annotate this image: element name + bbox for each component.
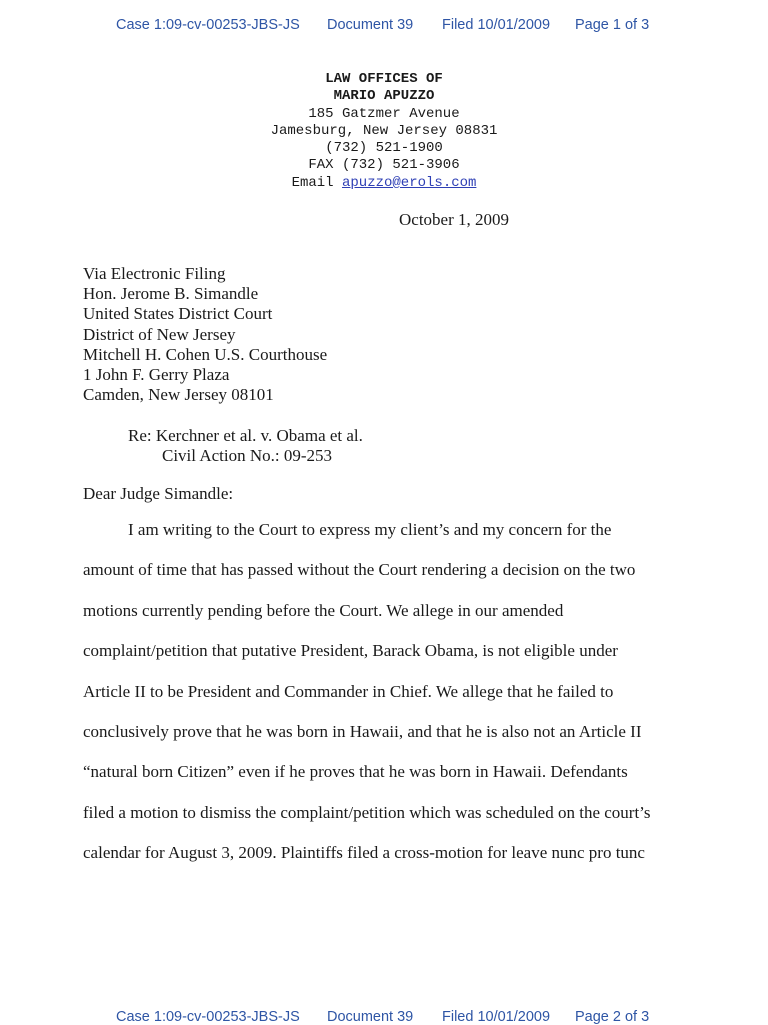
letter-body <box>83 519 651 883</box>
body-line: calendar for August 3, 2009. Plaintiffs filed a cross-motion for leave nunc pro tunc <box>83 843 645 863</box>
re-line: Re: Kerchner et al. v. Obama et al. <box>128 426 363 445</box>
recipient-line: 1 John F. Gerry Plaza <box>83 365 230 385</box>
letter-date: October 1, 2009 <box>399 210 510 229</box>
letterhead-city: Jamesburg, New Jersey 08831 <box>270 122 498 139</box>
body-line: motions currently pending before the Court. We allege in our amended <box>83 600 564 620</box>
body-line: amount of time that has passed without the Court rendering a decision on the two <box>83 560 636 580</box>
case-number: Case 1:09-cv-00253-JBS-JS <box>116 1009 300 1025</box>
body-line: I am writing to the Court to express my client’s and my concern for the <box>128 520 612 539</box>
re-block <box>128 426 363 466</box>
filed-date: Filed 10/01/2009 <box>442 17 551 33</box>
body-line: Article II to be President and Commander in Chief. We allege that he failed to <box>83 681 614 701</box>
body-line: conclusively prove that he was born in Hawaii, and that he is also not an Article II <box>83 721 642 741</box>
letterhead <box>0 71 768 192</box>
letterhead-phone: (732) 521-1900 <box>325 140 443 157</box>
document-number: Document 39 <box>327 1009 414 1025</box>
salutation: Dear Judge Simandle: <box>83 484 234 503</box>
recipient-line: District of New Jersey <box>83 324 236 344</box>
document-number: Document 39 <box>327 17 414 33</box>
page-number: Page 2 of 3 <box>575 1009 650 1025</box>
recipient-line: Mitchell H. Cohen U.S. Courthouse <box>83 344 328 364</box>
page-number: Page 1 of 3 <box>575 17 650 33</box>
recipient-line: United States District Court <box>83 304 273 324</box>
recipient-line: Via Electronic Filing <box>83 264 226 283</box>
filed-date: Filed 10/01/2009 <box>442 1009 551 1025</box>
letterhead-firm-line1: LAW OFFICES OF <box>325 71 443 87</box>
letterhead-email-line <box>0 175 768 192</box>
civil-action-line: Civil Action No.: 09-253 <box>162 446 332 465</box>
recipient-line: Hon. Jerome B. Simandle <box>83 284 259 304</box>
recipient-address <box>83 264 327 405</box>
letterhead-fax: FAX (732) 521-3906 <box>308 157 460 174</box>
body-line: “natural born Citizen” even if he proves that he was born in Hawaii. Defendants <box>83 762 628 782</box>
letterhead-firm-line2: MARIO APUZZO <box>333 88 435 105</box>
body-line: complaint/petition that putative President, Barack Obama, is not eligible under <box>83 641 618 661</box>
email-link[interactable]: apuzzo@erols.com <box>342 174 477 191</box>
body-line: filed a motion to dismiss the complaint/petition which was scheduled on the court’s <box>83 802 651 822</box>
letterhead-street: 185 Gatzmer Avenue <box>308 105 460 122</box>
recipient-line: Camden, New Jersey 08101 <box>83 385 274 405</box>
email-label: Email <box>291 174 334 191</box>
case-number: Case 1:09-cv-00253-JBS-JS <box>116 17 300 33</box>
